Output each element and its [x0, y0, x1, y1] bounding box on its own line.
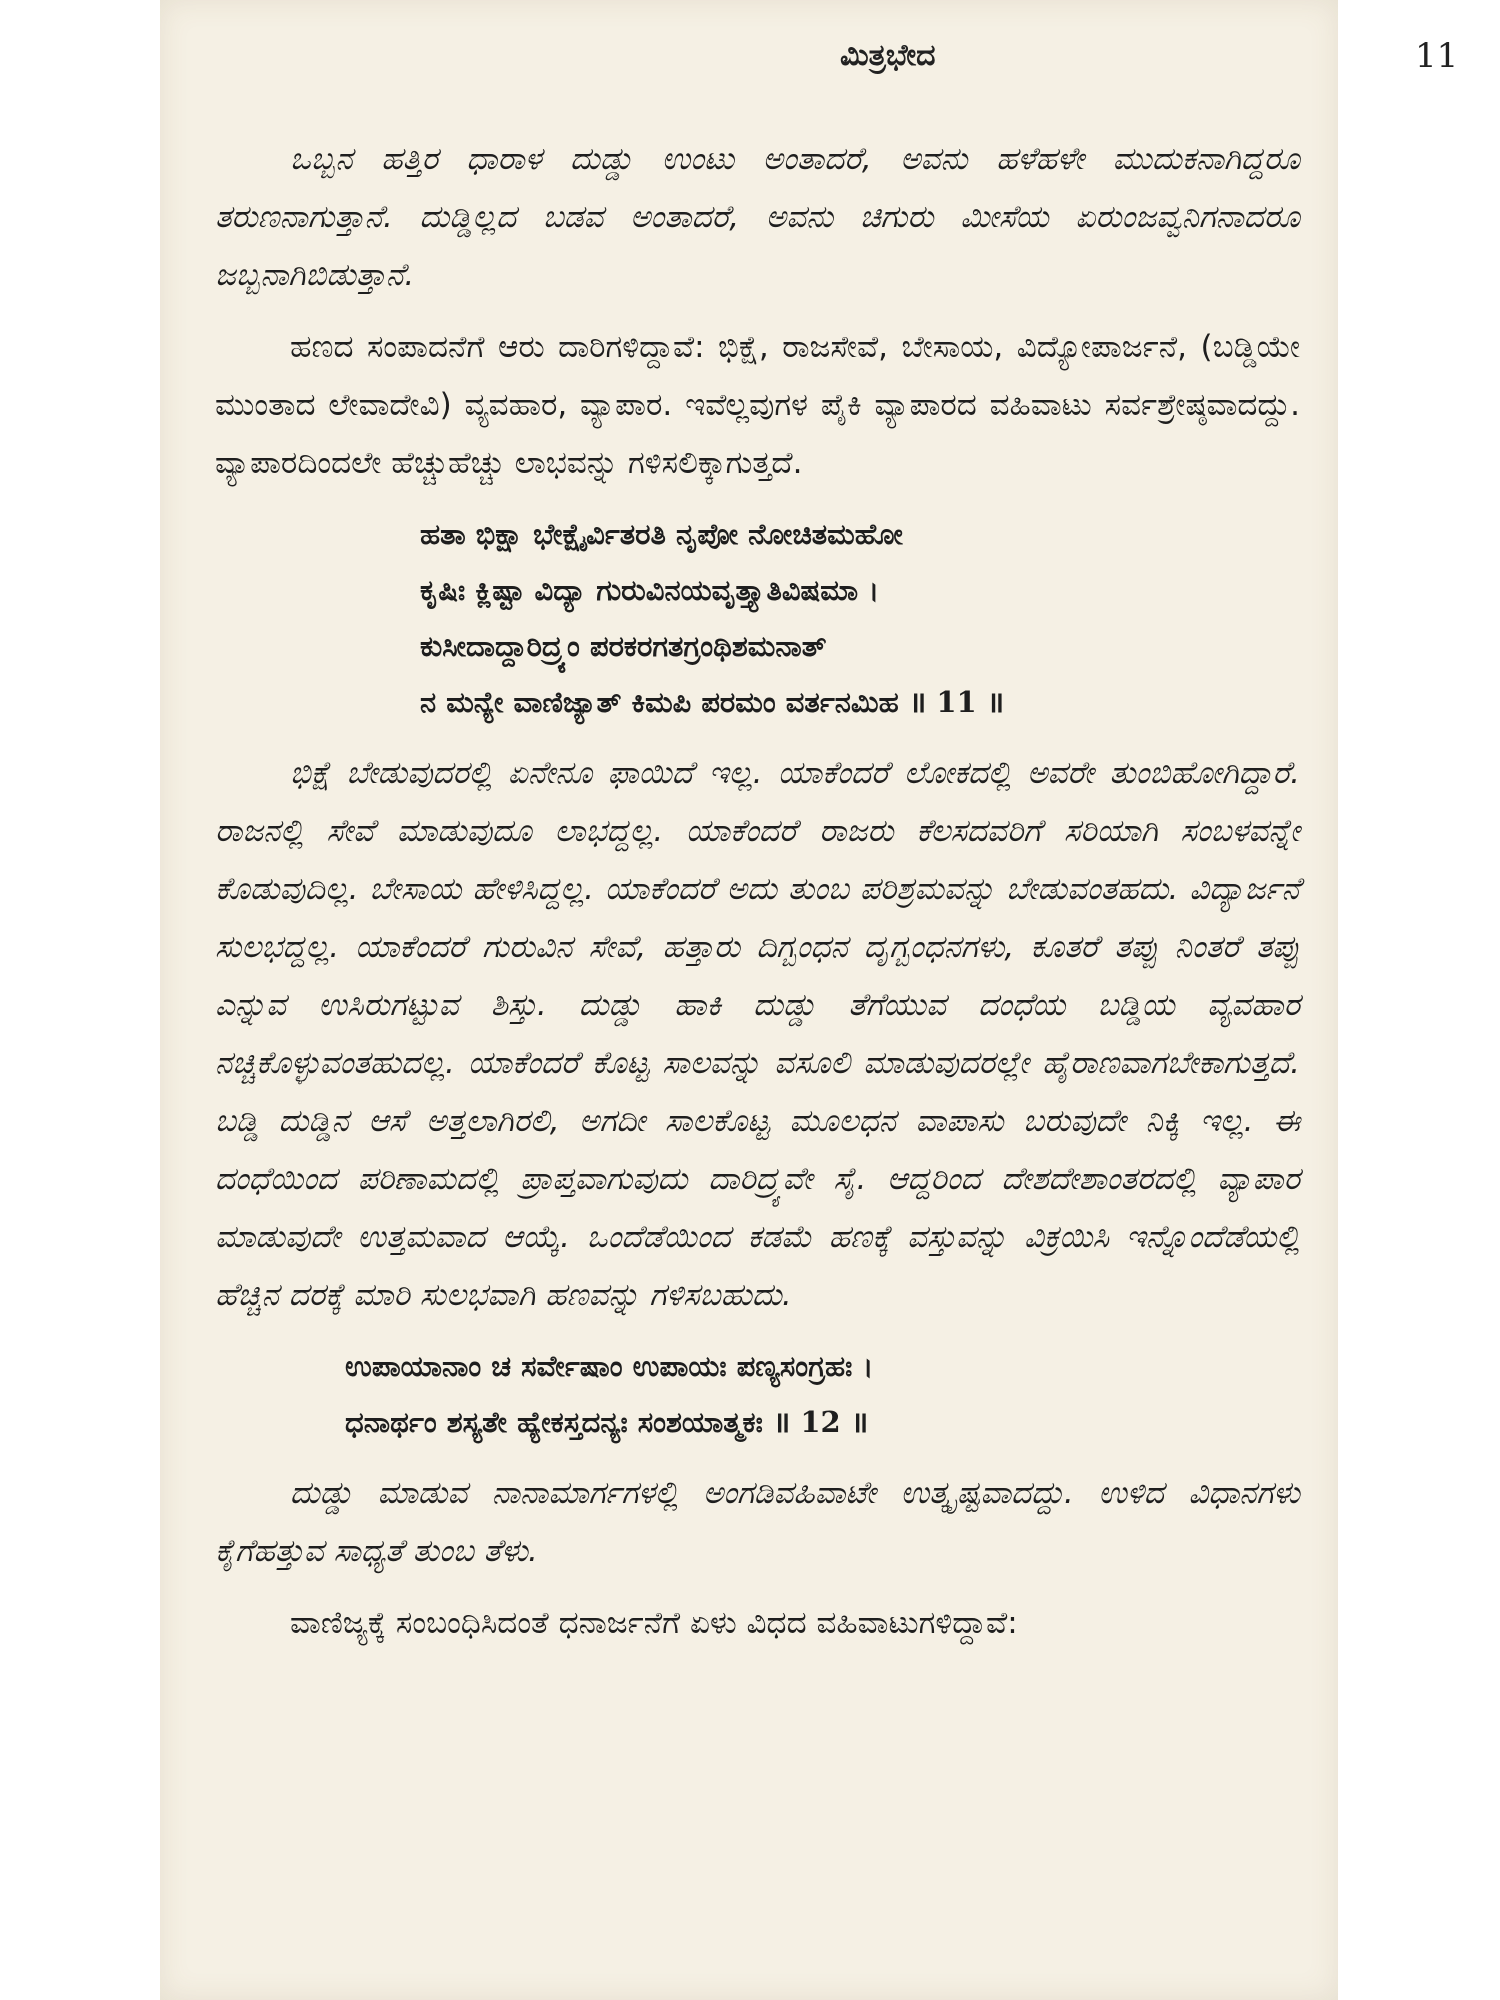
verse-11-line-1: ಹತಾ ಭಿಕ್ಷಾ ಭೇಕ್ಷೈರ್ವಿತರತಿ ನೃಪೋ ನೋಚಿತಮಹೋ [420, 517, 903, 551]
verse-11-line-4 [420, 674, 1300, 730]
paragraph-2: ಹಣದ ಸಂಪಾದನೆಗೆ ಆರು ದಾರಿಗಳಿದ್ದಾವೆ: ಭಿಕ್ಷೆ, ರಾಜಸೇವೆ, ಬೇಸಾಯ, ವಿದ್ಯೋಪಾರ್ಜನೆ, (ಬಡ್ಡಿಯೇ ಮುಂತಾದ ಲೇವಾದೇವಿ) ವ್ಯವಹಾರ, ವ್ಯಾಪಾರ. ಇವೆಲ್ಲವುಗಳ ಪೈಕಿ ವ್ಯಾಪಾರದ ವಹಿವಾಟು ಸರ್ವಶ್ರೇಷ್ಠವಾದದ್ದು. ವ್ಯಾಪಾರದಿಂದಲೇ ಹೆಚ್ಚುಹೆಚ್ಚು ಲಾಭವನ್ನು ಗಳಿಸಲಿಕ್ಕಾಗುತ್ತದೆ. [215, 329, 1300, 481]
paragraph-5: ವಾಣಿಜ್ಯಕ್ಕೆ ಸಂಬಂಧಿಸಿದಂತೆ ಧನಾರ್ಜನೆಗೆ ಏಳು ವಿಧದ ವಹಿವಾಟುಗಳಿದ್ದಾವೆ: [290, 1605, 1018, 1641]
verse-11-line-2: ಕೃಷಿಃ ಕ್ಲಿಷ್ಟಾ ವಿದ್ಯಾ ಗುರುವಿನಯವೃತ್ತ್ಯಾತಿವಿಷಮಾ । [420, 573, 880, 607]
page-body [215, 130, 1300, 1666]
verse-11-number: ॥ 11 ॥ [908, 685, 1005, 719]
verse-11-line-4-text: ನ ಮನ್ಯೇ ವಾಣಿಜ್ಯಾತ್ ಕಿಮಪಿ ಪರಮಂ ವರ್ತನಮಿಹ [420, 685, 899, 719]
paragraph-1: ಒಬ್ಬನ ಹತ್ತಿರ ಧಾರಾಳ ದುಡ್ಡು ಉಂಟು ಅಂತಾದರೆ, ಅವನು ಹಳೆಹಳೇ ಮುದುಕನಾಗಿದ್ದರೂ ತರುಣನಾಗುತ್ತಾನೆ. ದುಡ್ಡಿಲ್ಲದ ಬಡವ ಅಂತಾದರೆ, ಅವನು ಚಿಗುರು ಮೀಸೆಯ ಏರುಂಜವ್ವನಿಗನಾದರೂ ಜಬ್ಬನಾಗಿಬಿಡುತ್ತಾನೆ. [215, 141, 1300, 293]
verse-11-line-3: ಕುಸೀದಾದ್ದಾರಿದ್ರ್ಯಂ ಪರಕರಗತಗ್ರಂಥಿಶಮನಾತ್ [420, 629, 827, 663]
verse-12 [215, 1338, 1300, 1450]
verse-12-line-2 [345, 1394, 1300, 1450]
page-number: 11 [1415, 36, 1459, 76]
verse-12-line-2-text: ಧನಾರ್ಥಂ ಶಸ್ಯತೇ ಹ್ಯೇಕಸ್ತದನ್ಯಃ ಸಂಶಯಾತ್ಮಕಃ [345, 1405, 763, 1439]
paragraph-4: ದುಡ್ಡು ಮಾಡುವ ನಾನಾಮಾರ್ಗಗಳಲ್ಲಿ ಅಂಗಡಿವಹಿವಾಟೇ ಉತ್ಕೃಷ್ಟವಾದದ್ದು. ಉಳಿದ ವಿಧಾನಗಳು ಕೈಗೆಹತ್ತುವ ಸಾಧ್ಯತೆ ತುಂಬ ತೆಳು. [215, 1475, 1300, 1569]
paragraph-3: ಭಿಕ್ಷೆ ಬೇಡುವುದರಲ್ಲಿ ಏನೇನೂ ಫಾಯಿದೆ ಇಲ್ಲ. ಯಾಕೆಂದರೆ ಲೋಕದಲ್ಲಿ ಅವರೇ ತುಂಬಿಹೋಗಿದ್ದಾರೆ. ರಾಜನಲ್ಲಿ ಸೇವೆ ಮಾಡುವುದೂ ಲಾಭದ್ದಲ್ಲ. ಯಾಕೆಂದರೆ ರಾಜರು ಕೆಲಸದವರಿಗೆ ಸರಿಯಾಗಿ ಸಂಬಳವನ್ನೇ ಕೊಡುವುದಿಲ್ಲ. ಬೇಸಾಯ ಹೇಳಿಸಿದ್ದಲ್ಲ. ಯಾಕೆಂದರೆ ಅದು ತುಂಬ ಪರಿಶ್ರಮವನ್ನು ಬೇಡುವಂತಹದು. ವಿದ್ಯಾರ್ಜನೆ ಸುಲಭದ್ದಲ್ಲ. ಯಾಕೆಂದರೆ ಗುರುವಿನ ಸೇವೆ, ಹತ್ತಾರು ದಿಗ್ಬಂಧನ ದೃಗ್ಬಂಧನಗಳು, ಕೂತರೆ ತಪ್ಪು ನಿಂತರೆ ತಪ್ಪು ಎನ್ನುವ ಉಸಿರುಗಟ್ಟುವ ಶಿಸ್ತು. ದುಡ್ಡು ಹಾಕಿ ದುಡ್ಡು ತೆಗೆಯುವ ದಂಧೆಯ ಬಡ್ಡಿಯ ವ್ಯವಹಾರ ನಚ್ಚಿಕೊಳ್ಳುವಂತಹುದಲ್ಲ. ಯಾಕೆಂದರೆ ಕೊಟ್ಟ ಸಾಲವನ್ನು ವಸೂಲಿ ಮಾಡುವುದರಲ್ಲೇ ಹೈರಾಣವಾಗಬೇಕಾಗುತ್ತದೆ. ಬಡ್ಡಿ ದುಡ್ಡಿನ ಆಸೆ ಅತ್ತಲಾಗಿರಲಿ, ಅಗದೀ ಸಾಲಕೊಟ್ಟ ಮೂಲಧನ ವಾಪಾಸು ಬರುವುದೇ ನಿಕ್ಕಿ ಇಲ್ಲ. ಈ ದಂಧೆಯಿಂದ ಪರಿಣಾಮದಲ್ಲಿ ಪ್ರಾಪ್ತವಾಗುವುದು ದಾರಿದ್ರ್ಯವೇ ಸೈ. ಆದ್ದರಿಂದ ದೇಶದೇಶಾಂತರದಲ್ಲಿ ವ್ಯಾಪಾರ ಮಾಡುವುದೇ ಉತ್ತಮವಾದ ಆಯ್ಕೆ. ಒಂದೆಡೆಯಿಂದ ಕಡಮೆ ಹಣಕ್ಕೆ ವಸ್ತುವನ್ನು ವಿಕ್ರಯಿಸಿ ಇನ್ನೊಂದೆಡೆಯಲ್ಲಿ ಹೆಚ್ಚಿನ ದರಕ್ಕೆ ಮಾರಿ ಸುಲಭವಾಗಿ ಹಣವನ್ನು ಗಳಿಸಬಹುದು. [215, 755, 1300, 1313]
verse-12-line-1: ಉಪಾಯಾನಾಂ ಚ ಸರ್ವೇಷಾಂ ಉಪಾಯಃ ಪಣ್ಯಸಂಗ್ರಹಃ । [345, 1349, 874, 1383]
verse-12-number: ॥ 12 ॥ [772, 1405, 869, 1439]
verse-11 [215, 506, 1300, 730]
running-header-title: ಮಿತ್ರಭೇದ [840, 38, 936, 73]
